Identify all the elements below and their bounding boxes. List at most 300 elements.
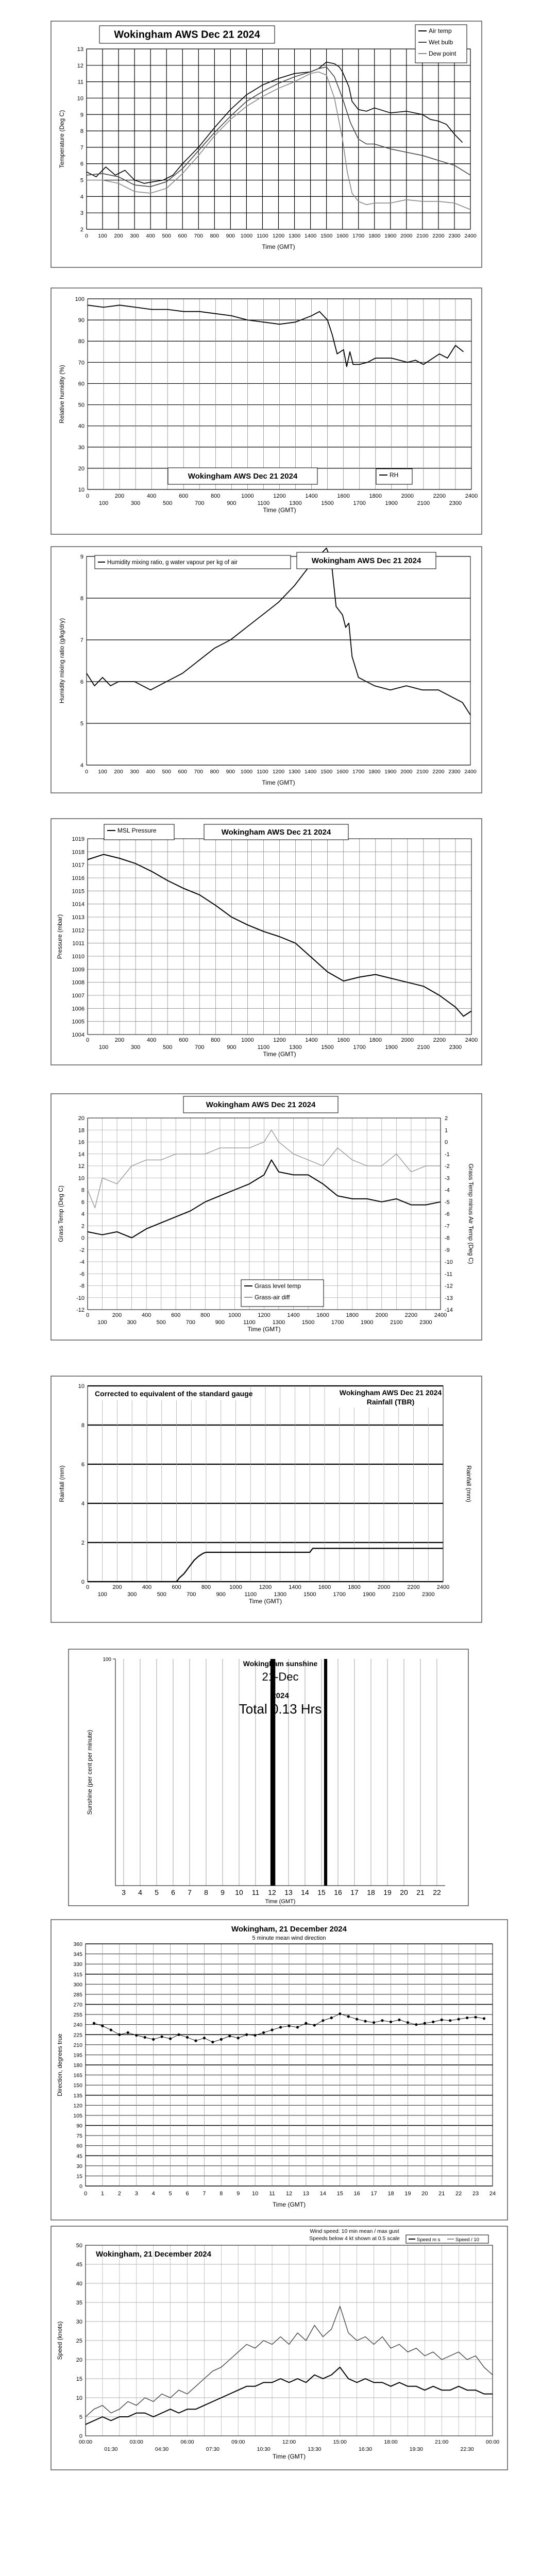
- y-tick-label: 240: [73, 2022, 82, 2028]
- rainfall-chart: [50, 1376, 482, 1623]
- chart-title: Wokingham AWS Dec 21 2024: [206, 1100, 316, 1109]
- y-axis-label: Direction, degrees true: [56, 2033, 63, 2096]
- y-tick-label: 3: [80, 210, 83, 217]
- y2-tick-label: 2: [445, 1115, 448, 1122]
- x-tick-label: 200: [114, 233, 123, 239]
- chart-year: 2024: [272, 1691, 289, 1700]
- y-tick-label: 35: [76, 2300, 82, 2306]
- y2-tick-label: -3: [445, 1175, 450, 1182]
- y-tick-label: 180: [73, 2062, 82, 2069]
- x-tick-label: 22:30: [460, 2446, 474, 2452]
- y-tick-label: 10: [78, 487, 84, 493]
- x-tick-label: 200: [114, 769, 123, 775]
- legend-label: Humidity mixing ratio, g water vapour per kg of air: [107, 560, 238, 566]
- y-tick-label: -12: [76, 1307, 84, 1313]
- x-tick-label: 1700: [352, 233, 365, 239]
- y-tick-label: 210: [73, 2042, 82, 2048]
- wind-direction-chart: [50, 1919, 508, 2221]
- y-tick-label: 50: [78, 402, 84, 409]
- y-tick-label: 20: [78, 1115, 84, 1122]
- x-tick-label: 700: [194, 769, 204, 775]
- y-tick-label: 60: [78, 381, 84, 387]
- x-tick-label: 500: [163, 1044, 173, 1050]
- x-tick-label: 300: [127, 1591, 137, 1598]
- chart-title: Wokingham AWS Dec 21 2024: [339, 1388, 442, 1397]
- x-tick-label: 1700: [353, 1044, 366, 1050]
- x-tick-label: 900: [226, 769, 235, 775]
- y-tick-label: 7: [80, 637, 83, 643]
- x-axis-label: Time (GMT): [272, 2201, 306, 2208]
- y-tick-label: 285: [73, 1991, 82, 1998]
- x-tick-label: 16:30: [358, 2446, 373, 2452]
- y-tick-label: 1016: [72, 875, 84, 882]
- y2-tick-label: -7: [445, 1223, 450, 1230]
- x-tick-label: 2000: [375, 1312, 388, 1318]
- x-axis-label: Time (GMT): [262, 243, 295, 250]
- x-tick-label: 09:00: [231, 2439, 245, 2445]
- y-tick-label: 4: [81, 1211, 84, 1217]
- y-tick-label: 360: [73, 1941, 82, 1947]
- y-axis-label: Humidity mixing ratio (g/kg/dry): [58, 618, 65, 704]
- y-tick-label: 1015: [72, 888, 84, 895]
- legend-label: Speed m s: [417, 2237, 441, 2243]
- x-tick-label: 4: [138, 1888, 142, 1896]
- x-tick-label: 19:30: [409, 2446, 424, 2452]
- x-tick-label: 21: [438, 2191, 445, 2197]
- x-tick-label: 1200: [259, 1584, 272, 1590]
- x-tick-label: 2000: [401, 493, 414, 499]
- y2-tick-label: -13: [445, 1295, 453, 1301]
- y2-tick-label: -11: [445, 1271, 453, 1278]
- x-tick-label: 3: [122, 1888, 126, 1896]
- legend-label: Air temp: [429, 27, 452, 35]
- y-tick-label: 8: [81, 1187, 84, 1194]
- y2-tick-label: -8: [445, 1235, 450, 1242]
- y-tick-label: 1004: [72, 1032, 84, 1038]
- x-tick-label: 1000: [229, 1584, 242, 1590]
- x-tick-label: 1000: [240, 233, 253, 239]
- y-tick-label: 1009: [72, 967, 84, 973]
- y-tick-label: 135: [73, 2092, 82, 2099]
- y2-axis-label: Grass Temp minus Air Temp (Deg C): [467, 1163, 475, 1264]
- x-tick-label: 8: [204, 1888, 208, 1896]
- chart-title: Wokingham AWS Dec 21 2024: [221, 828, 331, 837]
- y-tick-label: 80: [78, 338, 84, 345]
- x-tick-label: 1300: [272, 1319, 285, 1326]
- x-tick-label: 1500: [320, 233, 333, 239]
- x-tick-label: 0: [86, 493, 90, 499]
- x-tick-label: 1000: [241, 1037, 254, 1043]
- y-tick-label: 4: [80, 194, 83, 200]
- x-tick-label: 500: [163, 500, 173, 506]
- y-tick-label: 5: [80, 721, 83, 727]
- mixing-ratio-chart: [50, 546, 482, 793]
- x-tick-label: 1700: [352, 769, 365, 775]
- y2-tick-label: -10: [445, 1259, 453, 1265]
- x-tick-label: 12: [285, 2191, 293, 2197]
- y-tick-label: 10: [76, 2395, 82, 2401]
- legend-label: Grass-air diff: [255, 1294, 290, 1301]
- x-tick-label: 1600: [336, 769, 349, 775]
- x-tick-label: 3: [134, 2191, 138, 2197]
- x-tick-label: 14: [301, 1888, 309, 1896]
- x-tick-label: 300: [130, 769, 139, 775]
- y-tick-label: 45: [76, 2153, 82, 2160]
- x-tick-label: 2: [117, 2191, 121, 2197]
- y-tick-label: 20: [78, 465, 84, 472]
- x-tick-label: 1200: [272, 233, 285, 239]
- x-tick-label: 2100: [392, 1591, 405, 1598]
- x-tick-label: 700: [187, 1591, 196, 1598]
- y2-tick-label: -9: [445, 1247, 450, 1253]
- x-tick-label: 16: [353, 2191, 360, 2197]
- x-tick-label: 1000: [228, 1312, 241, 1318]
- y-tick-label: 100: [75, 296, 84, 302]
- x-tick-label: 200: [112, 1312, 122, 1318]
- x-tick-label: 11: [269, 2191, 275, 2197]
- x-tick-label: 2200: [433, 1037, 446, 1043]
- y-tick-label: 6: [81, 1199, 84, 1206]
- x-tick-label: 15: [336, 2191, 343, 2197]
- x-tick-label: 600: [178, 233, 188, 239]
- x-tick-label: 17: [370, 2191, 377, 2197]
- x-tick-label: 24: [489, 2191, 496, 2197]
- x-tick-label: 16: [334, 1888, 342, 1896]
- humidity-chart: [50, 287, 482, 535]
- x-tick-label: 2400: [434, 1312, 447, 1318]
- x-tick-label: 6: [171, 1888, 175, 1896]
- y2-axis-label: Rainfall (mm): [465, 1465, 472, 1502]
- x-tick-label: 500: [162, 769, 171, 775]
- y-tick-label: 1005: [72, 1019, 84, 1025]
- x-tick-label: 18: [387, 2191, 394, 2197]
- wind-speed-chart: [50, 2226, 508, 2470]
- x-tick-label: 1700: [333, 1591, 346, 1598]
- x-tick-label: 1: [100, 2191, 104, 2197]
- x-tick-label: 300: [130, 1044, 141, 1050]
- x-tick-label: 1100: [257, 500, 270, 506]
- y-tick-label: 5: [79, 2414, 82, 2420]
- y-tick-label: 0: [81, 1579, 84, 1585]
- direction-point: [93, 2022, 95, 2024]
- chart-subtitle: Wind speed: 10 min mean / max gust: [310, 2228, 399, 2234]
- y-tick-label: 6: [81, 1462, 84, 1468]
- grass-temp-chart: [50, 1093, 482, 1341]
- x-tick-label: 12: [268, 1888, 276, 1896]
- y-tick-label: -4: [79, 1259, 84, 1265]
- x-tick-label: 900: [227, 500, 236, 506]
- y2-tick-label: -6: [445, 1211, 450, 1217]
- x-tick-label: 21:00: [435, 2439, 449, 2445]
- x-tick-label: 9: [221, 1888, 225, 1896]
- x-tick-label: 1300: [288, 233, 301, 239]
- x-tick-label: 900: [216, 1591, 226, 1598]
- legend-label: Wet bulb: [429, 39, 453, 46]
- y-tick-label: 10: [78, 1383, 84, 1389]
- x-tick-label: 1100: [244, 1591, 257, 1598]
- y-tick-label: 1012: [72, 927, 84, 934]
- x-tick-label: 10: [252, 2191, 259, 2197]
- x-tick-label: 400: [146, 233, 155, 239]
- x-tick-label: 1100: [257, 1044, 270, 1050]
- chart-frame: [69, 1649, 468, 1906]
- x-tick-label: 2300: [448, 233, 461, 239]
- x-tick-label: 1800: [346, 1312, 359, 1318]
- x-tick-label: 01:30: [104, 2446, 118, 2452]
- x-tick-label: 00:00: [485, 2439, 500, 2445]
- y-tick-label: 345: [73, 1951, 82, 1958]
- x-tick-label: 100: [98, 233, 107, 239]
- y-axis-label: Pressure (mbar): [56, 914, 63, 959]
- x-tick-label: 600: [179, 493, 189, 499]
- x-tick-label: 400: [146, 1037, 157, 1043]
- x-tick-label: 2300: [422, 1591, 435, 1598]
- x-tick-label: 1800: [369, 493, 382, 499]
- x-tick-label: 2200: [432, 769, 445, 775]
- x-tick-label: 800: [200, 1312, 210, 1318]
- x-tick-label: 1300: [289, 500, 302, 506]
- y2-tick-label: -5: [445, 1199, 450, 1206]
- y-tick-label: 0: [79, 2183, 82, 2190]
- chart-frame: [51, 819, 482, 1065]
- x-tick-label: 400: [141, 1312, 151, 1318]
- x-tick-label: 300: [130, 500, 141, 506]
- x-tick-label: 1800: [348, 1584, 361, 1590]
- y-tick-label: 1006: [72, 1006, 84, 1012]
- x-tick-label: 1900: [384, 233, 397, 239]
- y-axis-label: Grass Temp (Deg C): [57, 1185, 64, 1242]
- y2-tick-label: -14: [445, 1307, 453, 1313]
- y-tick-label: 1014: [72, 901, 84, 908]
- x-tick-label: 1500: [321, 500, 334, 506]
- x-tick-label: 1100: [257, 769, 268, 775]
- x-tick-label: 2200: [433, 493, 446, 499]
- y-tick-label: 315: [73, 1971, 82, 1978]
- x-tick-label: 2400: [464, 769, 477, 775]
- x-tick-label: 800: [210, 769, 219, 775]
- y-tick-label: 50: [76, 2243, 82, 2249]
- y-tick-label: 150: [73, 2082, 82, 2089]
- y-axis-label: Temperature (Deg C): [58, 110, 65, 168]
- legend-label: RH: [390, 471, 399, 479]
- x-tick-label: 400: [146, 493, 157, 499]
- x-tick-label: 100: [98, 769, 107, 775]
- x-tick-label: 1100: [257, 233, 268, 239]
- y-tick-label: 9: [80, 554, 83, 560]
- x-tick-label: 19: [404, 2191, 411, 2197]
- y-tick-label: 8: [81, 1422, 84, 1429]
- x-tick-label: 100: [98, 1044, 109, 1050]
- chart-frame: [51, 547, 482, 793]
- x-tick-label: 04:30: [155, 2446, 169, 2452]
- y-axis-label: Speed (knots): [56, 2321, 63, 2360]
- x-tick-label: 1500: [301, 1319, 315, 1326]
- y-tick-label: 12: [78, 1163, 84, 1170]
- x-tick-label: 00:00: [78, 2439, 93, 2445]
- x-tick-label: 1400: [304, 769, 317, 775]
- x-tick-label: 22: [455, 2191, 462, 2197]
- y-tick-label: 30: [78, 444, 84, 451]
- y-tick-label: 90: [78, 317, 84, 324]
- x-tick-label: 2000: [401, 1037, 414, 1043]
- y-tick-label: 255: [73, 2012, 82, 2019]
- y-tick-label: -10: [76, 1295, 84, 1301]
- x-tick-label: 10:30: [257, 2446, 270, 2452]
- x-tick-label: 1400: [304, 233, 317, 239]
- x-tick-label: 300: [130, 233, 139, 239]
- y-tick-label: 10: [78, 1175, 84, 1182]
- x-tick-label: 1200: [273, 1037, 286, 1043]
- y-tick-label: 1018: [72, 849, 84, 856]
- y-tick-label: 4: [81, 1501, 84, 1507]
- chart-subtitle: Rainfall (TBR): [366, 1398, 415, 1406]
- y-tick-label: -6: [79, 1271, 84, 1278]
- x-tick-label: 1600: [337, 1037, 350, 1043]
- x-axis-label: Time (GMT): [272, 2453, 306, 2460]
- chart-total: Total 0.13 Hrs: [239, 1701, 322, 1717]
- x-tick-label: 1600: [318, 1584, 331, 1590]
- x-tick-label: 1500: [303, 1591, 316, 1598]
- y-tick-label: 8: [80, 128, 83, 135]
- x-tick-label: 2200: [404, 1312, 418, 1318]
- y-tick-label: 40: [76, 2281, 82, 2287]
- x-tick-label: 06:00: [180, 2439, 194, 2445]
- y2-tick-label: -2: [445, 1163, 450, 1170]
- x-tick-label: 7: [202, 2191, 206, 2197]
- x-tick-label: 1400: [305, 1037, 318, 1043]
- x-tick-label: 600: [178, 769, 188, 775]
- x-tick-label: 19: [383, 1888, 392, 1896]
- x-tick-label: 1200: [273, 493, 286, 499]
- y-tick-label: 7: [80, 144, 83, 151]
- x-tick-label: 03:00: [129, 2439, 143, 2445]
- x-tick-label: 200: [114, 1037, 125, 1043]
- chart-title: Wokingham, 21 December 2024: [96, 2250, 211, 2259]
- chart-note: Corrected to equivalent of the standard gauge: [95, 1389, 253, 1398]
- chart-note: Speeds below 4 kt shown at 0.5 scale: [309, 2235, 400, 2242]
- x-tick-label: 2200: [407, 1584, 420, 1590]
- y2-tick-label: 0: [445, 1139, 448, 1146]
- chart-title: Wokingham, 21 December 2024: [231, 1925, 347, 1934]
- x-tick-label: 900: [215, 1319, 225, 1326]
- y-tick-label: 10: [77, 95, 83, 102]
- temperature-chart: [50, 21, 482, 268]
- x-tick-label: 1400: [305, 493, 318, 499]
- y-tick-label: 6: [80, 161, 83, 167]
- y-tick-label: 4: [80, 762, 83, 769]
- x-tick-label: 1900: [385, 500, 398, 506]
- x-tick-label: 500: [157, 1591, 166, 1598]
- x-tick-label: 2000: [377, 1584, 391, 1590]
- x-tick-label: 100: [97, 1319, 107, 1326]
- x-tick-label: 1800: [368, 769, 381, 775]
- y-tick-label: 45: [76, 2262, 82, 2268]
- y-tick-label: 165: [73, 2072, 82, 2079]
- x-tick-label: 2000: [400, 769, 413, 775]
- x-tick-label: 2200: [432, 233, 445, 239]
- x-tick-label: 1000: [240, 769, 253, 775]
- y-axis-label: Rainfall (mm): [58, 1465, 65, 1502]
- x-tick-label: 1900: [385, 1044, 398, 1050]
- x-tick-label: 2300: [449, 500, 462, 506]
- x-tick-label: 0: [86, 1584, 90, 1590]
- y-tick-label: 15: [76, 2173, 82, 2180]
- x-tick-label: 1200: [272, 769, 285, 775]
- chart-subtitle: 5 minute mean wind direction: [252, 1935, 326, 1941]
- x-tick-label: 1700: [331, 1319, 344, 1326]
- y-tick-label: 13: [77, 46, 83, 53]
- x-tick-label: 2300: [419, 1319, 432, 1326]
- y-tick-label: 30: [76, 2163, 82, 2170]
- y-tick-label: 6: [80, 679, 83, 685]
- sunshine-bar: [326, 1659, 327, 1886]
- x-tick-label: 11: [251, 1888, 260, 1896]
- x-tick-label: 21: [416, 1888, 425, 1896]
- x-tick-label: 13: [284, 1888, 293, 1896]
- x-tick-label: 1500: [320, 769, 333, 775]
- x-tick-label: 2100: [417, 1044, 430, 1050]
- x-tick-label: 4: [151, 2191, 155, 2197]
- y-tick-label: 300: [73, 1981, 82, 1988]
- x-tick-label: 700: [185, 1319, 195, 1326]
- x-tick-label: 22: [433, 1888, 441, 1896]
- x-tick-label: 13: [302, 2191, 310, 2197]
- y-tick-label: 12: [77, 62, 83, 69]
- x-axis-label: Time (GMT): [263, 1050, 296, 1058]
- legend-label: Speed / 10: [455, 2237, 479, 2243]
- x-tick-label: 1200: [258, 1312, 270, 1318]
- x-tick-label: 15:00: [333, 2439, 347, 2445]
- x-tick-label: 2400: [464, 233, 477, 239]
- x-tick-label: 1500: [321, 1044, 334, 1050]
- chart-title: Wokingham AWS Dec 21 2024: [311, 556, 421, 565]
- x-tick-label: 2400: [465, 493, 478, 499]
- y-tick-label: 1010: [72, 954, 84, 960]
- x-tick-label: 700: [195, 1044, 205, 1050]
- x-tick-label: 2100: [390, 1319, 403, 1326]
- y-tick-label: 225: [73, 2032, 82, 2039]
- y-tick-label: -8: [79, 1283, 84, 1290]
- x-tick-label: 400: [146, 769, 155, 775]
- x-tick-label: 1900: [384, 769, 397, 775]
- y-tick-label: 1019: [72, 836, 84, 842]
- y-tick-label: 0: [79, 2433, 82, 2439]
- legend-label: Dew point: [429, 50, 457, 57]
- chart-date: 21-Dec: [262, 1670, 299, 1683]
- y-tick-label: 5: [80, 177, 83, 184]
- x-tick-label: 600: [172, 1584, 181, 1590]
- x-tick-label: 800: [201, 1584, 211, 1590]
- y-tick-label: -2: [79, 1247, 84, 1253]
- x-tick-label: 14: [319, 2191, 326, 2197]
- x-tick-label: 5: [168, 2191, 172, 2197]
- y-tick-label: 70: [78, 360, 84, 366]
- y-tick-label: 0: [81, 1235, 84, 1242]
- x-axis-label: Time (GMT): [247, 1326, 281, 1333]
- y-tick-label: 330: [73, 1961, 82, 1968]
- y-tick-label: 1017: [72, 862, 84, 869]
- x-tick-label: 800: [211, 1037, 221, 1043]
- x-tick-label: 1700: [353, 500, 366, 506]
- y-tick-label: 11: [77, 79, 83, 86]
- x-tick-label: 18:00: [384, 2439, 398, 2445]
- chart-title: Wokingham AWS Dec 21 2024: [114, 29, 260, 41]
- x-tick-label: 2100: [416, 769, 429, 775]
- x-tick-label: 8: [219, 2191, 223, 2197]
- x-tick-label: 1300: [288, 769, 301, 775]
- y-tick-label: 105: [73, 2112, 82, 2119]
- y2-tick-label: -1: [445, 1151, 450, 1158]
